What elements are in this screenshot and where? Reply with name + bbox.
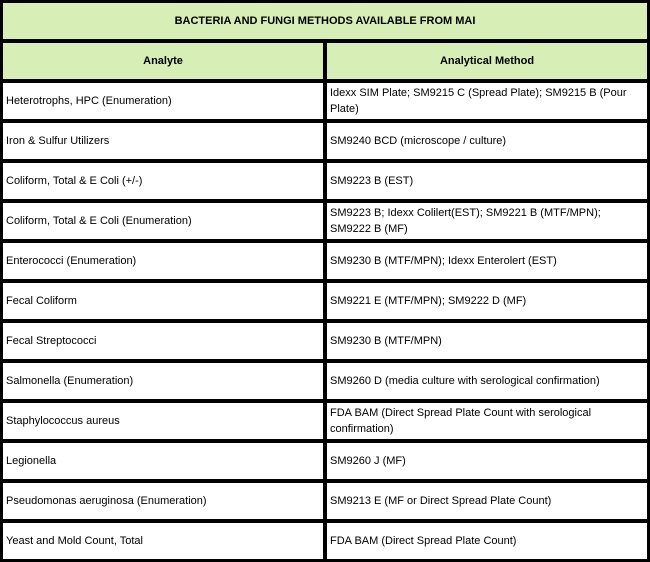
analyte-cell: Pseudomonas aeruginosa (Enumeration): [2, 482, 324, 520]
method-cell: SM9223 B (EST): [326, 162, 648, 200]
analyte-cell: Iron & Sulfur Utilizers: [2, 122, 324, 160]
analyte-cell: Coliform, Total & E Coli (Enumeration): [2, 202, 324, 240]
analyte-cell: Fecal Streptococci: [2, 322, 324, 360]
method-cell: SM9213 E (MF or Direct Spread Plate Count): [326, 482, 648, 520]
method-cell: SM9221 E (MTF/MPN); SM9222 D (MF): [326, 282, 648, 320]
method-cell: SM9260 J (MF): [326, 442, 648, 480]
method-cell: FDA BAM (Direct Spread Plate Count with serological confirmation): [326, 402, 648, 440]
analyte-cell: Coliform, Total & E Coli (+/-): [2, 162, 324, 200]
analyte-cell: Fecal Coliform: [2, 282, 324, 320]
column-header-method: Analytical Method: [326, 42, 648, 80]
method-cell: FDA BAM (Direct Spread Plate Count): [326, 522, 648, 560]
analyte-cell: Legionella: [2, 442, 324, 480]
analyte-cell: Enterococci (Enumeration): [2, 242, 324, 280]
method-cell: SM9240 BCD (microscope / culture): [326, 122, 648, 160]
table-title: BACTERIA AND FUNGI METHODS AVAILABLE FROM MAI: [2, 2, 648, 40]
method-cell: SM9230 B (MTF/MPN); Idexx Enterolert (EST): [326, 242, 648, 280]
column-header-analyte: Analyte: [2, 42, 324, 80]
method-cell: SM9260 D (media culture with serological confirmation): [326, 362, 648, 400]
method-cell: SM9230 B (MTF/MPN): [326, 322, 648, 360]
analyte-cell: Heterotrophs, HPC (Enumeration): [2, 82, 324, 120]
method-cell: Idexx SIM Plate; SM9215 C (Spread Plate); SM9215 B (Pour Plate): [326, 82, 648, 120]
analyte-cell: Staphylococcus aureus: [2, 402, 324, 440]
analyte-cell: Yeast and Mold Count, Total: [2, 522, 324, 560]
method-cell: SM9223 B; Idexx Colilert(EST); SM9221 B (MTF/MPN); SM9222 B (MF): [326, 202, 648, 240]
analyte-cell: Salmonella (Enumeration): [2, 362, 324, 400]
